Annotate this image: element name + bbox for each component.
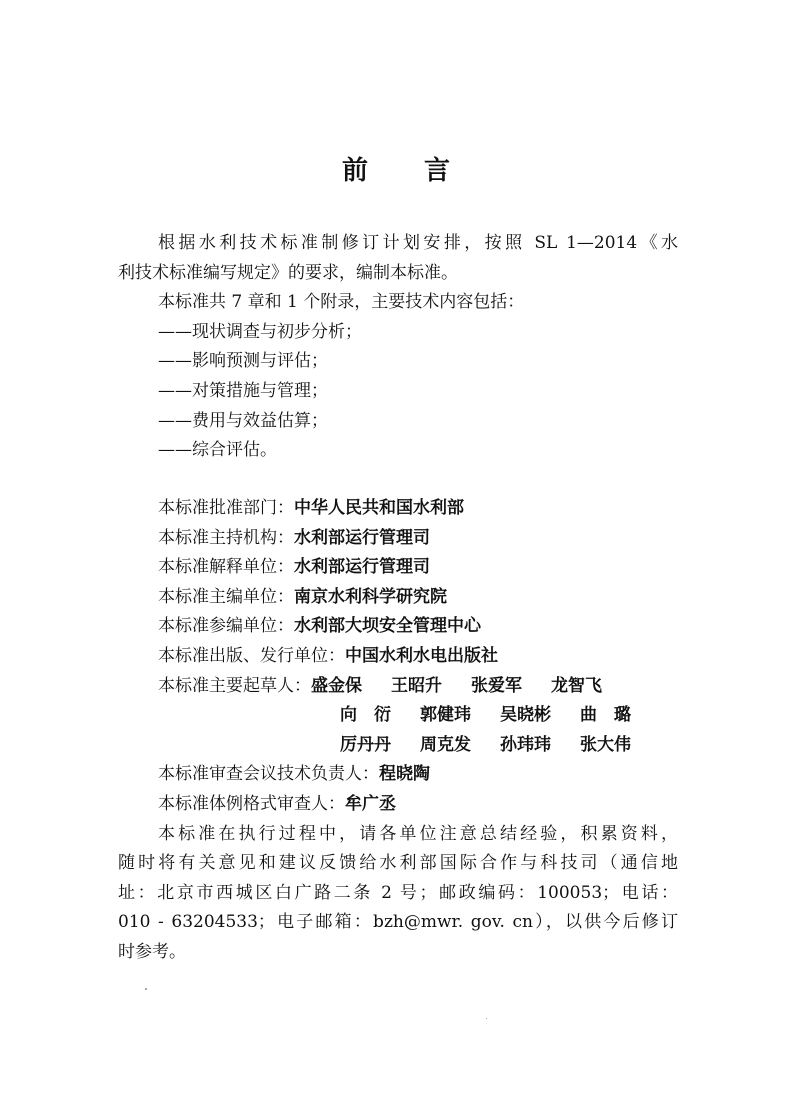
closing-line-4: 010 - 63204533；电子邮箱：bzh@mwr. gov. cn），以供今后修订	[118, 912, 678, 933]
drafter-name: 周克发	[420, 734, 471, 755]
content-list-item: ——综合评估。	[158, 440, 277, 461]
participating-row	[118, 612, 678, 642]
review-value: 程晓陶	[379, 764, 430, 785]
publisher-value: 中国水利水电出版社	[345, 645, 498, 666]
interpret-value: 水利部运行管理司	[294, 557, 430, 578]
review-label: 本标准审查会议技术负责人：	[158, 764, 379, 785]
chief-editor-value: 南京水利科学研究院	[294, 586, 447, 607]
drafter-name: 郭健玮	[420, 705, 471, 726]
drafters-row	[118, 701, 678, 731]
title-char-1: 前	[341, 156, 368, 186]
approval-value: 中华人民共和国水利部	[294, 498, 464, 518]
closing-line-5: 时参考。	[118, 941, 186, 962]
content-list-item: ——影响预测与评估；	[158, 351, 328, 372]
content-list-item: ——对策措施与管理；	[158, 380, 328, 401]
drafters-row	[118, 672, 678, 702]
drafter-name: 厉丹丹	[340, 734, 391, 755]
chief-editor-row	[118, 583, 678, 613]
format-review-row	[118, 790, 678, 820]
drafter-name: 曲 璐	[580, 705, 631, 726]
drafter-name: 龙智飞	[551, 675, 602, 696]
intro-paragraph-1-line-2: 利技术标准编写规定》的要求，编制本标准。	[118, 262, 458, 283]
chief-editor-label: 本标准主编单位：	[158, 586, 294, 607]
approval-label: 本标准批准部门：	[158, 498, 294, 518]
drafters-label: 本标准主要起草人：	[158, 675, 311, 696]
closing-line-2: 随时将有关意见和建议反馈给水利部国际合作与科技司（通信地	[118, 853, 678, 874]
closing-line-1: 本标准在执行过程中，请各单位注意总结经验，积累资料，	[158, 823, 678, 844]
publisher-label: 本标准出版、发行单位：	[158, 645, 345, 666]
drafter-name: 吴晓彬	[500, 705, 551, 726]
title-char-2: 言	[424, 156, 451, 186]
drafter-name: 孙玮玮	[500, 734, 551, 755]
format-review-value: 牟广丞	[345, 793, 396, 814]
intro-paragraph-2: 本标准共 7 章和 1 个附录，主要技术内容包括：	[158, 292, 525, 313]
drafter-name: 张大伟	[580, 734, 631, 755]
content-list-item: ——现状调查与初步分析；	[158, 321, 362, 342]
scan-speck	[145, 988, 147, 990]
host-row	[118, 524, 678, 554]
host-value: 水利部运行管理司	[294, 527, 430, 548]
intro-paragraph-1-line-1: 根据水利技术标准制修订计划安排，按照 SL 1—2014《水	[158, 233, 678, 253]
closing-line-3: 址：北京市西城区白广路二条 2 号；邮政编码：100053；电话：	[118, 882, 678, 903]
drafter-name: 王昭升	[391, 675, 442, 696]
drafter-name: 张爱军	[471, 675, 522, 696]
format-review-label: 本标准体例格式审查人：	[158, 793, 345, 814]
meta-section	[118, 494, 678, 968]
scan-speck	[486, 1018, 487, 1019]
participating-label: 本标准参编单位：	[158, 616, 294, 637]
page-title	[0, 150, 792, 187]
host-label: 本标准主持机构：	[158, 527, 294, 548]
intro-section	[118, 229, 678, 466]
drafters-row	[118, 731, 678, 761]
interpret-row	[118, 553, 678, 583]
participating-value: 水利部大坝安全管理中心	[294, 616, 481, 637]
interpret-label: 本标准解释单位：	[158, 557, 294, 578]
publisher-row	[118, 642, 678, 672]
drafter-name: 向 衍	[340, 705, 391, 726]
approval-row	[118, 494, 678, 524]
drafter-name: 盛金保	[311, 675, 362, 696]
review-row	[118, 760, 678, 790]
content-list-item: ——费用与效益估算；	[158, 410, 328, 431]
